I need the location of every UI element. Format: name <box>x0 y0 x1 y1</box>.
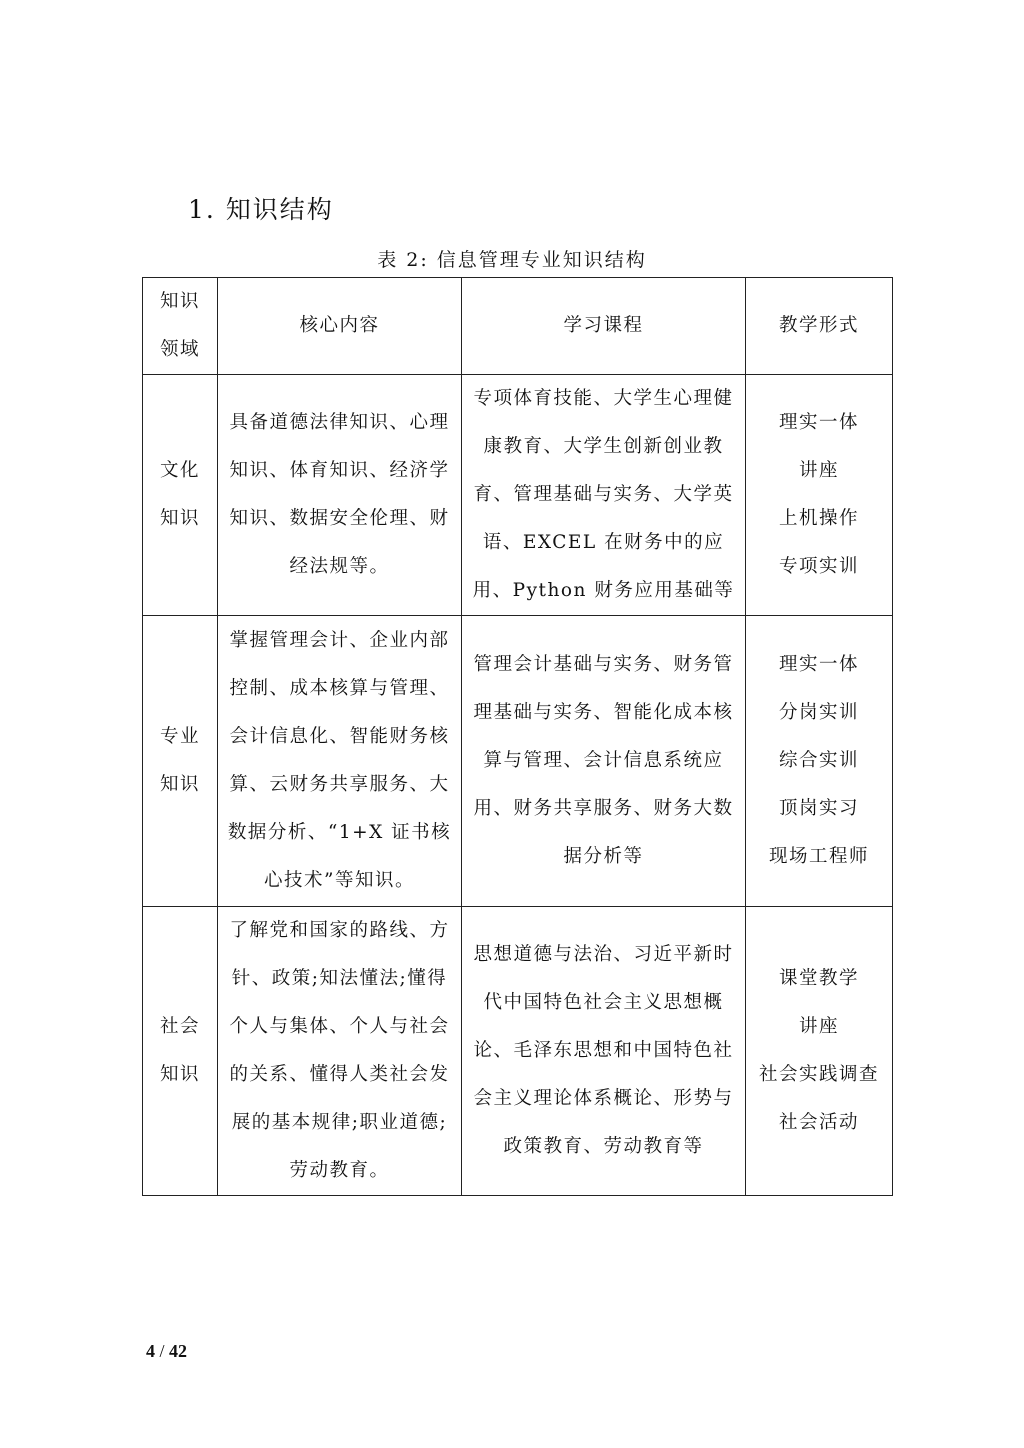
header-domain-line2: 领域 <box>159 339 200 360</box>
row-domain-line2: 知识 <box>159 774 200 795</box>
page-total: 42 <box>169 1341 188 1361</box>
teaching-form: 讲座 <box>798 460 839 481</box>
header-courses: 学习课程 <box>462 278 746 375</box>
teaching-form: 分岗实训 <box>778 702 859 723</box>
row-domain-line1: 文化 <box>159 460 200 481</box>
row-teaching-forms <box>746 616 893 907</box>
teaching-form: 顶岗实习 <box>778 798 859 819</box>
row-teaching-forms <box>746 375 893 616</box>
header-knowledge-domain <box>143 278 218 375</box>
teaching-form: 上机操作 <box>778 508 859 529</box>
teaching-form: 综合实训 <box>778 750 859 771</box>
teaching-form: 理实一体 <box>778 654 859 675</box>
teaching-form: 专项实训 <box>778 556 859 577</box>
teaching-form: 现场工程师 <box>768 846 869 867</box>
row-domain-line2: 知识 <box>159 1064 200 1085</box>
row-domain-line2: 知识 <box>159 508 200 529</box>
row-core-content: 了解党和国家的路线、方针、政策;知法懂法;懂得个人与集体、个人与社会的关系、懂得人类社会发展的基本规律;职业道德;劳动教育。 <box>218 907 462 1196</box>
row-core-content: 掌握管理会计、企业内部控制、成本核算与管理、会计信息化、智能财务核算、云财务共享服务、大数据分析、“1+X 证书核心技术”等知识。 <box>218 616 462 907</box>
teaching-form: 讲座 <box>798 1016 839 1037</box>
table-row <box>143 616 893 907</box>
table-row <box>143 375 893 616</box>
teaching-form: 社会实践调查 <box>758 1064 879 1085</box>
teaching-form: 课堂教学 <box>778 968 859 989</box>
row-domain <box>143 375 218 616</box>
header-teaching-forms: 教学形式 <box>746 278 893 375</box>
row-teaching-forms <box>746 907 893 1196</box>
page-current: 4 <box>146 1341 155 1361</box>
page-number <box>146 1338 187 1364</box>
row-domain-line1: 专业 <box>159 726 200 747</box>
section-heading: 1. 知识结构 <box>188 195 334 224</box>
teaching-form: 理实一体 <box>778 412 859 433</box>
row-courses: 专项体育技能、大学生心理健康教育、大学生创新创业教育、管理基础与实务、大学英语、EXCEL 在财务中的应用、Python 财务应用基础等 <box>462 375 746 616</box>
header-domain-line1: 知识 <box>159 291 200 312</box>
knowledge-structure-table <box>142 277 893 1196</box>
table-caption: 表 2: 信息管理专业知识结构 <box>377 249 647 271</box>
row-domain <box>143 907 218 1196</box>
teaching-form: 社会活动 <box>778 1112 859 1133</box>
row-domain <box>143 616 218 907</box>
table-header-row <box>143 278 893 375</box>
row-courses: 思想道德与法治、习近平新时代中国特色社会主义思想概论、毛泽东思想和中国特色社会主义理论体系概论、形势与政策教育、劳动教育等 <box>462 907 746 1196</box>
page-separator: / <box>155 1341 170 1361</box>
row-domain-line1: 社会 <box>159 1016 200 1037</box>
table-row <box>143 907 893 1196</box>
header-core-content: 核心内容 <box>218 278 462 375</box>
row-core-content: 具备道德法律知识、心理知识、体育知识、经济学知识、数据安全伦理、财经法规等。 <box>218 375 462 616</box>
row-courses: 管理会计基础与实务、财务管理基础与实务、智能化成本核算与管理、会计信息系统应用、财务共享服务、财务大数据分析等 <box>462 616 746 907</box>
